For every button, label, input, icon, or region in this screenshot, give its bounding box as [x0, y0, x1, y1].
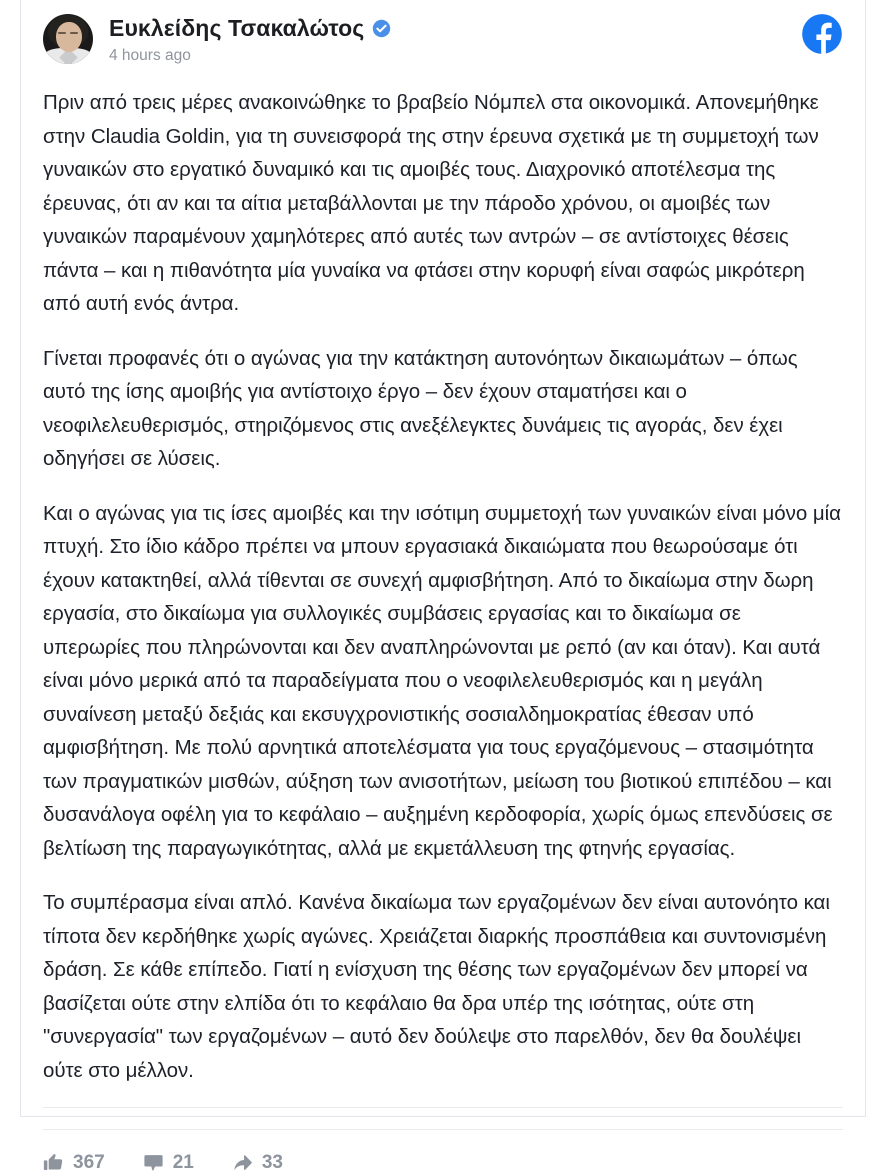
shares-count: 33	[261, 1152, 283, 1173]
facebook-post-embed-card	[20, 0, 866, 1173]
avatar[interactable]	[43, 14, 93, 64]
post-paragraph: Το συμπέρασμα είναι απλό. Κανένα δικαίωμα των εργαζομένων δεν είναι αυτονόητο και τίποτα δεν κερδήθηκε χωρίς αγώνες. Χρειάζεται διαρκής προσπάθεια και συντονισμένη δράση. Σε κάθε επίπεδο. Γιατί η ενίσχυση της θέσης των εργαζομένων δεν μπορεί να βασίζεται ούτε στην ελπίδα ότι το κεφάλαιο θα δρα υπέρ της ισότητας, ούτε στη "συνεργασία" των εργαζομένων – αυτό δεν δούλεψε στο παρελθόν, δεν θα δουλέψει ούτε στο μέλλον.	[43, 891, 830, 1082]
post-paragraph: Πριν από τρεις μέρες ανακοινώθηκε το βραβείο Νόμπελ στα οικονομικά. Απονεμήθηκε στην Claudia Goldin, για τη συνεισφορά της στην έρευνα σχετικά με τη συμμετοχή των γυναικών στο εργατικό δυναμικό και τις αμοιβές τους. Διαχρονικό αποτέλεσμα της έρευνας, ότι αν και τα αίτια μεταβάλλονται με την πάροδο χρόνου, οι αμοιβές των γυναικών παραμένουν χαμηλότερες από αυτές των αντρών – σε αντίστοιχες θέσεις πάντα – και η πιθανότητα μία γυναίκα να φτάσει στην κορυφή είναι σαφώς μικρότερη από αυτή ενός άντρα.	[43, 91, 819, 315]
post-timestamp[interactable]: 4 hours ago	[109, 47, 191, 64]
thumbs-up-icon	[43, 1152, 64, 1173]
stat-shares[interactable]	[232, 1152, 283, 1173]
share-arrow-icon	[232, 1152, 253, 1173]
likes-count: 367	[73, 1152, 105, 1173]
footer-divider-top	[43, 1107, 843, 1108]
comments-count: 21	[172, 1152, 194, 1173]
comment-bubble-icon	[143, 1152, 164, 1173]
post-header-text	[109, 12, 391, 66]
post-paragraph: Γίνεται προφανές ότι ο αγώνας για την κατάκτηση αυτονόητων δικαιωμάτων – όπως αυτό της ίσης αμοιβής για αντίστοιχο έργο – δεν έχουν σταματήσει και ο νεοφιλελευθερισμός, στηριζόμενος στις ανεξέλεγκτες δυνάμεις τις αγοράς, δεν έχει οδηγήσει σε λύσεις.	[43, 346, 798, 470]
stat-likes[interactable]	[43, 1152, 105, 1173]
post-body	[43, 78, 843, 1087]
author-name[interactable]: Ευκλείδης Τσακαλώτος	[109, 15, 365, 41]
avatar-face	[56, 22, 82, 52]
stat-comments[interactable]	[143, 1152, 194, 1173]
post-paragraph: Και ο αγώνας για τις ίσες αμοιβές και την ισότιμη συμμετοχή των γυναικών είναι μόνο μία πτυχή. Στο ίδιο κάδρο πρέπει να μπουν εργασιακά δικαιώματα που θεωρούσαμε ότι έχουν κατακτηθεί, αλλά τίθενται σε συνεχή αμφισβήτηση. Από το δικαίωμα στην δωρη εργασία, στο δικαίωμα για συλλογικές συμβάσεις εργασίας και το δικαίωμα σε υπερωρίες που πληρώνονται και δεν αναπληρώνονται με ρεπό (αν και όταν). Και αυτά είναι μόνο μερικά από τα παραδείγματα που ο νεοφιλελευθερισμός και η μεγάλη συναίνεση μεταξύ δεξιάς και εκσυγχρονιστικής σοσιαλδημοκρατίας έθεσαν υπό αμφισβήτηση. Με πολύ αρνητικά αποτελέσματα για τους εργαζόμενους – στασιμότητα των πραγματικών μισθών, αύξηση των ανισοτήτων, μείωση του βιοτικού επιπέδου – και δυσανάλογα οφέλη για το κεφάλαιο – αυξημένη κερδοφορία, χωρίς όμως επενδύσεις σε βελτίωση της παραγωγικότητας, αλλά με εκμετάλλευση της φτηνής εργασίας.	[43, 501, 841, 860]
post-header	[43, 0, 843, 78]
author-line	[109, 14, 391, 42]
avatar-brow-left	[58, 32, 66, 34]
verified-check-icon	[372, 19, 391, 38]
facebook-logo-icon[interactable]	[801, 13, 843, 55]
post-stats	[43, 1130, 843, 1173]
avatar-brow-right	[70, 32, 78, 34]
